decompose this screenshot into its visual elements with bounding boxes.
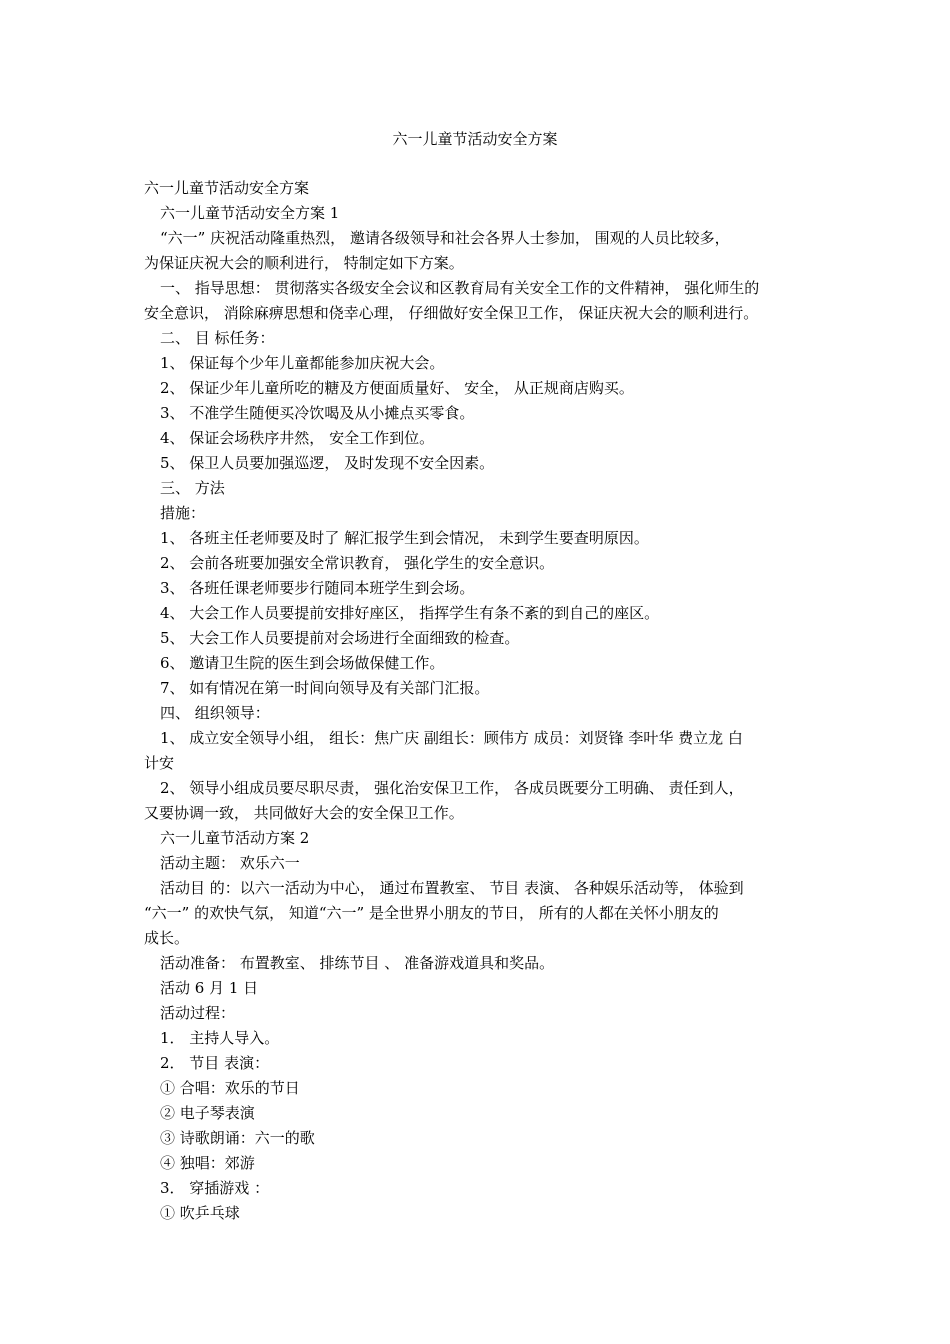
text-line: 成长。 bbox=[144, 929, 190, 947]
text-line: 5、 大会工作人员要提前对会场进行全面细致的检查。 bbox=[160, 629, 520, 647]
text-line: 4、 大会工作人员要提前安排好座区， 指挥学生有条不紊的到自己的座区。 bbox=[160, 604, 660, 622]
text-line: 活动过程： bbox=[160, 1004, 236, 1022]
document-body bbox=[144, 176, 812, 1226]
text-line: 安全意识， 消除麻痹思想和侥幸心理， 仔细做好安全保卫工作， 保证庆祝大会的顺利进行。 bbox=[144, 304, 759, 322]
text-line: 六一儿童节活动方案 2 bbox=[160, 829, 310, 847]
text-line: 计安 bbox=[144, 754, 175, 772]
text-line: 1． 主持人导入。 bbox=[160, 1029, 280, 1047]
text-line: 活动准备： 布置教室、 排练节目 、 准备游戏道具和奖品。 bbox=[160, 954, 555, 972]
text-line: 3、 各班任课老师要步行随同本班学生到会场。 bbox=[160, 579, 475, 597]
text-line: 活动 6 月 1 日 bbox=[160, 979, 259, 997]
text-line: 2、 保证少年儿童所吃的糖及方便面质量好、 安全， 从正规商店购买。 bbox=[160, 379, 634, 397]
text-line: 1、 成立安全领导小组， 组长：焦广庆 副组长：顾伟方 成员：刘贤锋 李叶华 费立龙 白 bbox=[160, 729, 743, 747]
text-line: 6、 邀请卫生院的医生到会场做保健工作。 bbox=[160, 654, 445, 672]
text-line: “六一” 的欢快气氛， 知道“六一” 是全世界小朋友的节日， 所有的人都在关怀小朋友的 bbox=[144, 904, 719, 922]
text-line: 1、 保证每个少年儿童都能参加庆祝大会。 bbox=[160, 354, 445, 372]
text-line: ④ 独唱：郊游 bbox=[160, 1154, 255, 1172]
text-line: 2、 领导小组成员要尽职尽责， 强化治安保卫工作， 各成员既要分工明确、 责任到人， bbox=[160, 779, 744, 797]
text-line: 活动主题： 欢乐六一 bbox=[160, 854, 300, 872]
text-line: ① 吹乒乓球 bbox=[160, 1204, 240, 1222]
text-line: 二、 目 标任务： bbox=[160, 329, 275, 347]
text-line: 7、 如有情况在第一时间向领导及有关部门汇报。 bbox=[160, 679, 490, 697]
text-line: 4、 保证会场秩序井然， 安全工作到位。 bbox=[160, 429, 435, 447]
text-line: 措施： bbox=[160, 504, 206, 522]
text-line: “六一” 庆祝活动隆重热烈， 邀请各级领导和社会各界人士参加， 围观的人员比较多， bbox=[160, 229, 730, 247]
text-line: ① 合唱：欢乐的节日 bbox=[160, 1079, 300, 1097]
document-title: 六一儿童节活动安全方案 bbox=[392, 130, 558, 148]
text-line: 三、 方法 bbox=[160, 479, 225, 497]
text-line: 四、 组织领导： bbox=[160, 704, 270, 722]
text-line: 六一儿童节活动安全方案 1 bbox=[160, 204, 340, 222]
text-line: 2、 会前各班要加强安全常识教育， 强化学生的安全意识。 bbox=[160, 554, 555, 572]
text-line: 六一儿童节活动安全方案 bbox=[144, 179, 310, 197]
text-line: 5、 保卫人员要加强巡逻， 及时发现不安全因素。 bbox=[160, 454, 495, 472]
text-line: ② 电子琴表演 bbox=[160, 1104, 255, 1122]
text-line: 活动目 的：以六一活动为中心， 通过布置教室、 节目 表演、 各种娱乐活动等， 体验到 bbox=[160, 879, 744, 897]
text-line: 为保证庆祝大会的顺利进行， 特制定如下方案。 bbox=[144, 254, 464, 272]
text-line: 2． 节目 表演： bbox=[160, 1054, 270, 1072]
text-line: 一、 指导思想： 贯彻落实各级安全会议和区教育局有关安全工作的文件精神， 强化师生的 bbox=[160, 279, 760, 297]
text-line: ③ 诗歌朗诵：六一的歌 bbox=[160, 1129, 315, 1147]
text-line: 3． 穿插游戏 ： bbox=[160, 1179, 270, 1197]
text-line: 3、 不准学生随便买冷饮喝及从小摊点买零食。 bbox=[160, 404, 475, 422]
text-line: 又要协调一致， 共同做好大会的安全保卫工作。 bbox=[144, 804, 464, 822]
text-line: 1、 各班主任老师要及时了 解汇报学生到会情况， 未到学生要查明原因。 bbox=[160, 529, 649, 547]
